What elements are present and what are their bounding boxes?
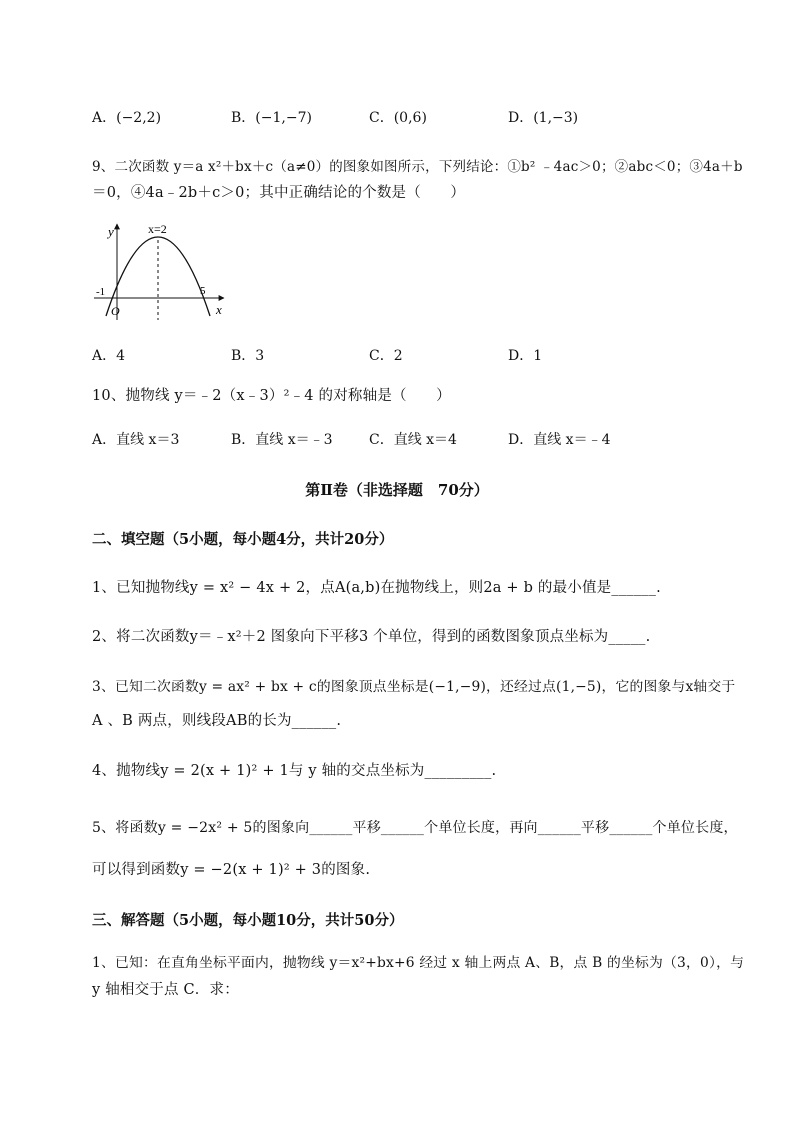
- solve-q1-line1: 1、已知：在直角坐标平面内，抛物线 y＝x²+bx+6 经过 x 轴上两点 A、B，点 B 的坐标为（3，0），与: [92, 955, 745, 971]
- y-axis-label: y: [108, 224, 114, 239]
- q9-text-line2: ＝0，④4a﹣2b＋c＞0；其中正确结论的个数是（ ）: [92, 185, 466, 201]
- part2-title: 第Ⅱ卷（非选择题 70分）: [305, 481, 489, 499]
- fill-q3-line2: A 、B 两点，则线段AB的长为______.: [92, 713, 342, 729]
- q10-text: 10、抛物线 y＝﹣2（x﹣3）²﹣4 的对称轴是（ ）: [92, 388, 451, 404]
- q9-text-line1: 9、二次函数 y＝a x²＋bx＋c（a≠0）的图象如图所示，下列结论：①b² ﹣4ac＞0；②abc＜0；③4a＋b: [92, 159, 743, 175]
- q8-option-d: D．(1,−3): [508, 110, 579, 126]
- fill-section-title: 二、填空题（5小题，每小题4分，共计20分）: [92, 531, 394, 548]
- fill-q4: 4、抛物线y = 2(x + 1)² + 1与 y 轴的交点坐标为_________.: [92, 763, 497, 779]
- q9-option-b: B．3: [231, 348, 265, 364]
- solve-section-title: 三、解答题（5小题，每小题10分，共计50分）: [92, 912, 404, 929]
- origin-label: O: [111, 304, 120, 318]
- fill-q3-line1: 3、已知二次函数y = ax² + bx + c的图象顶点坐标是(−1,−9)，还经过点(1,−5)，它的图象与x轴交于: [92, 679, 736, 695]
- right-root-label: 5: [200, 285, 206, 297]
- q9-option-d: D．1: [508, 348, 543, 364]
- fill-q1: 1、已知抛物线y = x² − 4x + 2，点A(a,b)在抛物线上，则2a + b 的最小值是______.: [92, 580, 661, 596]
- q10-option-b: B．直线 x＝﹣3: [231, 432, 333, 448]
- x-axis-label: x: [216, 302, 222, 317]
- solve-q1-line2: y 轴相交于点 C．求：: [92, 982, 239, 998]
- q8-option-b: B．(−1,−7): [231, 110, 312, 126]
- q8-option-a: A．(−2,2): [92, 110, 162, 126]
- fill-q2: 2、将二次函数y＝﹣x²＋2 图象向下平移3 个单位，得到的函数图象顶点坐标为_____.: [92, 629, 651, 645]
- fill-q5-line1: 5、将函数y = −2x² + 5的图象向______平移______个单位长度，再向______平移______个单位长度，: [92, 820, 738, 836]
- fill-q5-line2: 可以得到函数y = −2(x + 1)² + 3的图象.: [92, 862, 371, 878]
- left-root-label: -1: [96, 286, 106, 298]
- q9-option-a: A．4: [92, 348, 126, 364]
- q9-option-c: C．2: [369, 348, 403, 364]
- q9-parabola-figure: [92, 216, 232, 322]
- q10-option-d: D．直线 x＝﹣4: [508, 432, 611, 448]
- q8-option-c: C．(0,6): [369, 110, 427, 126]
- q10-option-c: C．直线 x＝4: [369, 432, 457, 448]
- q10-option-a: A．直线 x＝3: [92, 432, 180, 448]
- axis-of-symmetry-label: x=2: [148, 222, 167, 236]
